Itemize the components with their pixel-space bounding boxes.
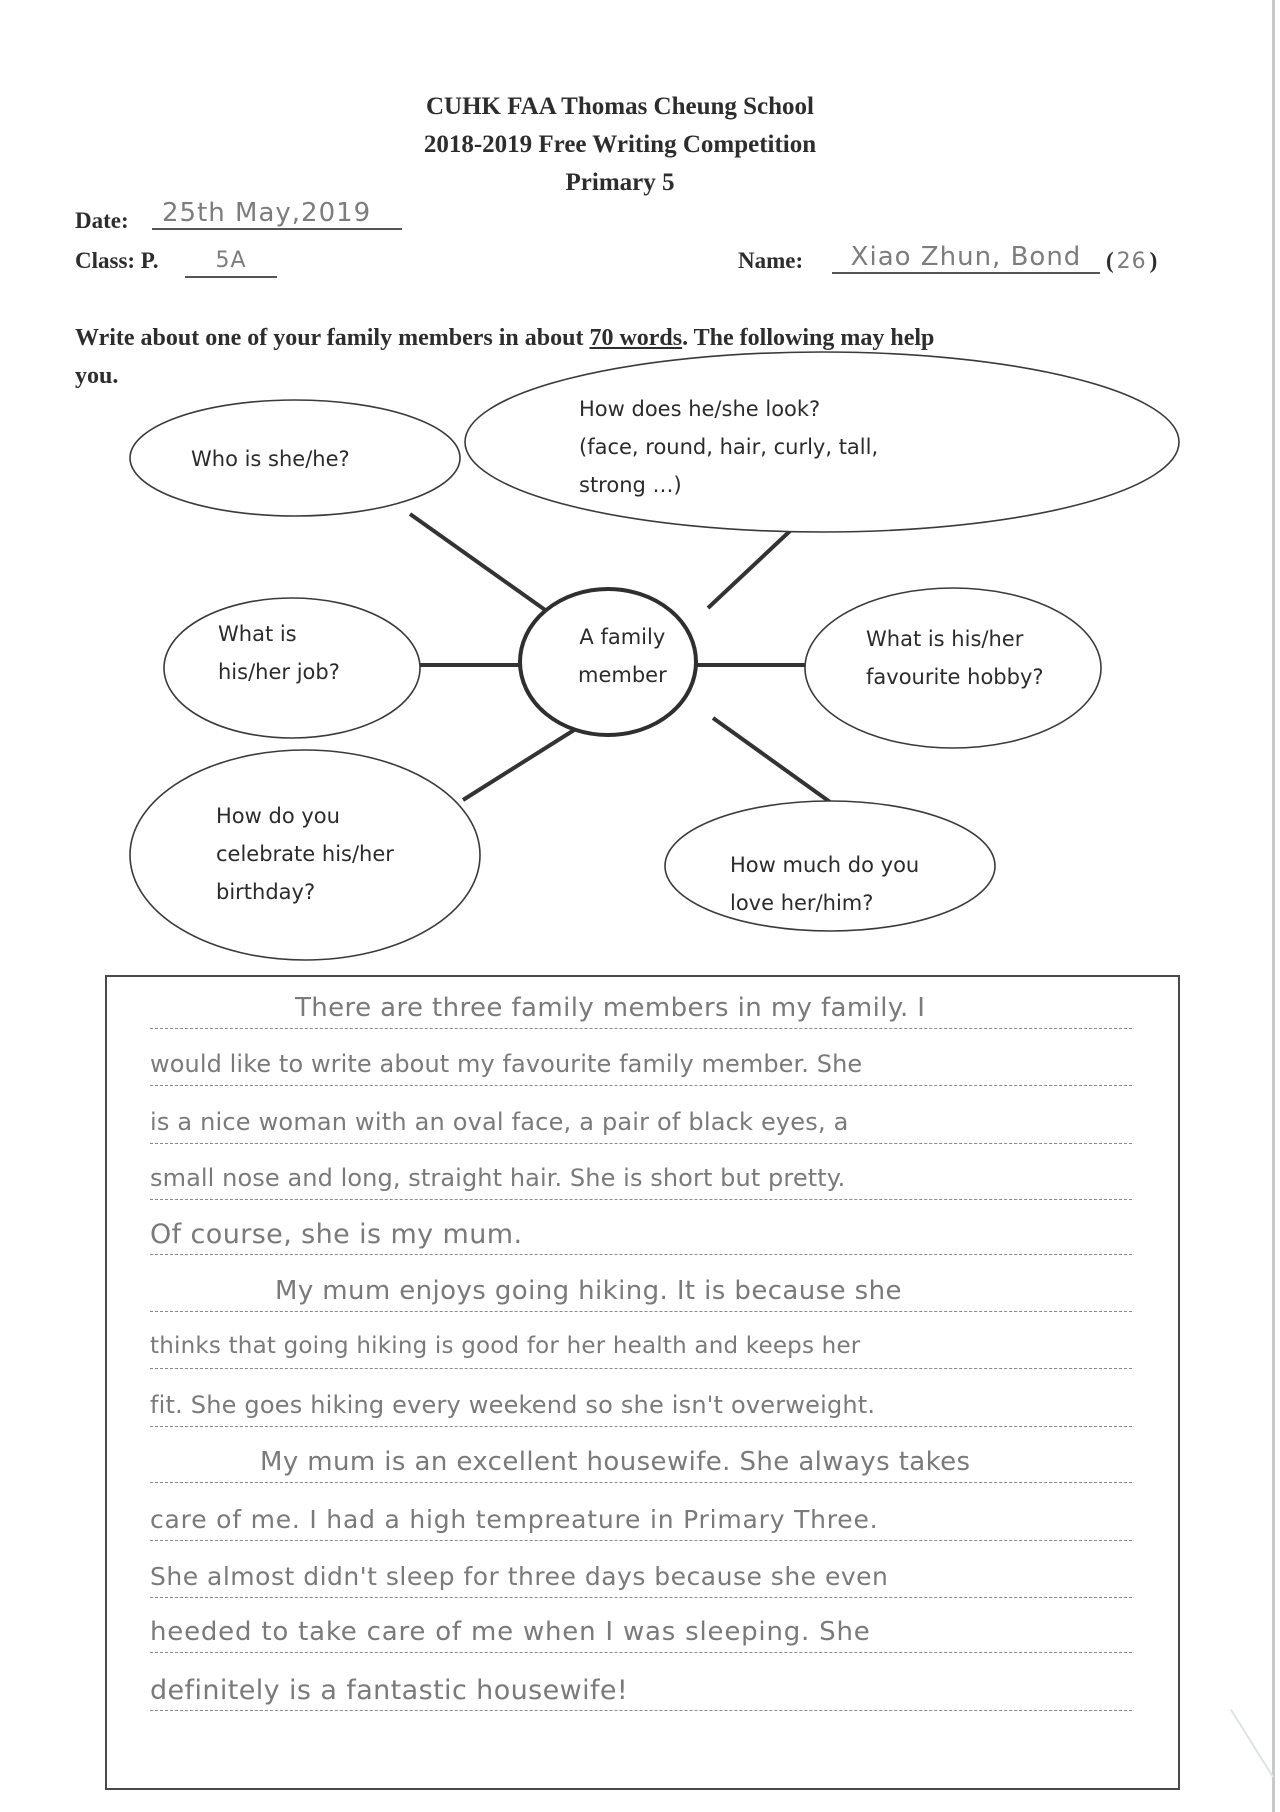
- ruled-line: [150, 1540, 1132, 1541]
- bubble-birthday-line: celebrate his/her: [216, 842, 394, 866]
- connector-look: [708, 531, 790, 608]
- bubble-look-line: (face, round, hair, curly, tall,: [579, 435, 879, 459]
- level-title: Primary 5: [565, 169, 675, 196]
- essay-line: definitely is a fantastic housewife!: [150, 1675, 629, 1706]
- ruled-line: [150, 1368, 1132, 1369]
- ruled-line: [150, 1311, 1132, 1312]
- bubble-love: [730, 846, 919, 922]
- bubble-job-line: What is: [218, 622, 297, 646]
- paren-open: (: [1106, 248, 1114, 273]
- essay-line: Of course, she is my mum.: [150, 1219, 523, 1250]
- school-name: CUHK FAA Thomas Cheung School: [425, 93, 815, 120]
- connector-birthday: [463, 720, 590, 800]
- instruction-after: . The following may help: [682, 325, 935, 351]
- ruled-line: [150, 1710, 1132, 1711]
- class-number-value: 26: [1116, 249, 1147, 274]
- bubble-look-line: strong …): [579, 473, 682, 497]
- essay-line: small nose and long, straight hair. She is short but pretty.: [150, 1164, 846, 1192]
- writing-box[interactable]: [105, 975, 1180, 1790]
- instruction-before: Write about one of your family members in about: [75, 325, 590, 351]
- ruled-line: [150, 1652, 1132, 1653]
- class-label: Class: P.: [75, 248, 159, 273]
- competition-title: 2018-2019 Free Writing Competition: [423, 131, 817, 158]
- bubble-center-line: member: [578, 663, 667, 687]
- class-field[interactable]: 5A: [185, 246, 277, 278]
- essay-line: She almost didn't sleep for three days because she even: [150, 1562, 889, 1591]
- ruled-line: [150, 1143, 1132, 1144]
- date-label: Date:: [75, 208, 129, 233]
- connector-who: [410, 514, 548, 612]
- ruled-line: [150, 1028, 1132, 1029]
- bubble-who: [191, 440, 350, 478]
- bubble-look-line: How does he/she look?: [579, 397, 821, 421]
- bubble-hobby-line: What is his/her: [866, 627, 1024, 651]
- ruled-line: [150, 1482, 1132, 1483]
- essay-line: fit. She goes hiking every weekend so she isn't overweight.: [150, 1391, 876, 1419]
- essay-line: thinks that going hiking is good for her health and keeps her: [150, 1333, 861, 1359]
- bubble-job: [218, 615, 340, 691]
- bubble-job-line: his/her job?: [218, 660, 340, 684]
- bubble-hobby-line: favourite hobby?: [866, 665, 1044, 689]
- essay-line: My mum enjoys going hiking. It is because she: [275, 1276, 902, 1306]
- ruled-line: [150, 1085, 1132, 1086]
- bubble-look: [579, 390, 878, 504]
- bubble-center: [578, 618, 667, 694]
- ruled-line: [150, 1426, 1132, 1427]
- date-field[interactable]: 25th May,2019: [152, 198, 402, 230]
- scan-mark: [1230, 1709, 1274, 1778]
- paren-close: ): [1149, 248, 1158, 273]
- name-field[interactable]: Xiao Zhun, Bond: [832, 242, 1100, 274]
- ruled-line: [150, 1254, 1132, 1255]
- essay-line: care of me. I had a high tempreature in Primary Three.: [150, 1505, 879, 1534]
- instruction-line2: you.: [75, 363, 119, 389]
- name-label: Name:: [738, 248, 804, 273]
- ruled-line: [150, 1597, 1132, 1598]
- bubble-love-line: How much do you: [730, 853, 920, 877]
- bubble-who-line: Who is she/he?: [191, 447, 350, 471]
- essay-line: There are three family members in my family. I: [295, 993, 926, 1023]
- instruction-underlined: 70 words: [589, 325, 683, 351]
- bubble-birthday-line: How do you: [216, 804, 340, 828]
- essay-line: My mum is an excellent housewife. She always takes: [260, 1447, 971, 1477]
- essay-line: is a nice woman with an oval face, a pair of black eyes, a: [150, 1108, 849, 1136]
- bubble-hobby: [866, 620, 1044, 696]
- essay-line: would like to write about my favourite family member. She: [150, 1050, 863, 1078]
- ruled-line: [150, 1199, 1132, 1200]
- bubble-love-line: love her/him?: [730, 891, 874, 915]
- bubble-center-line: A family: [579, 625, 666, 649]
- bubble-birthday: [216, 797, 394, 911]
- essay-line: heeded to take care of me when I was sleeping. She: [150, 1617, 871, 1647]
- bubble-birthday-line: birthday?: [216, 880, 316, 904]
- connector-love: [713, 718, 830, 802]
